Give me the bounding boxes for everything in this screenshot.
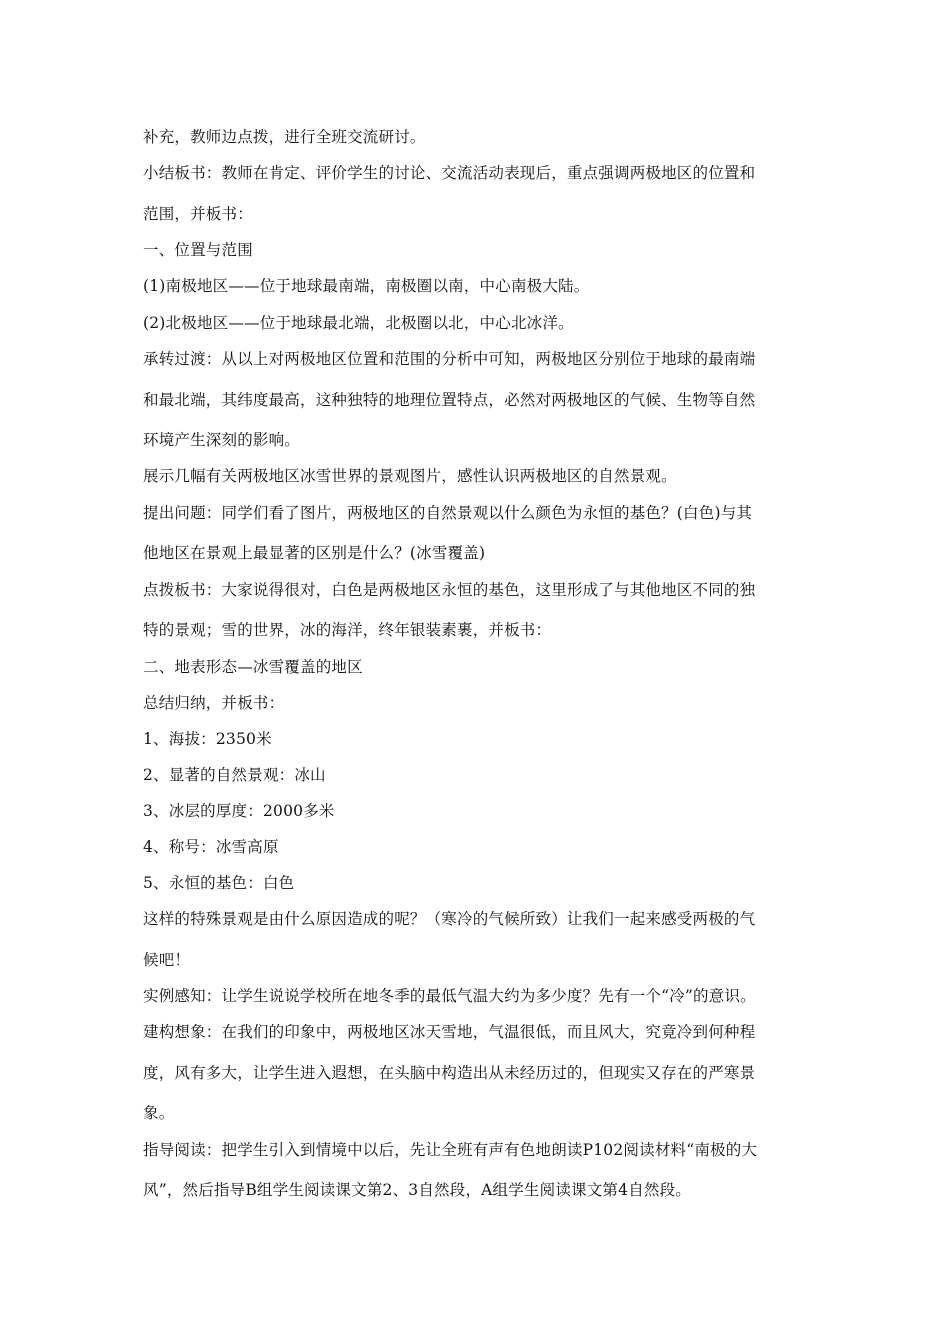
list-item: 4、称号：冰雪高原	[143, 838, 279, 856]
text-line: 承转过渡：从以上对两极地区位置和范围的分析中可知，两极地区分别位于地球的最南端	[143, 350, 756, 368]
text-line: 度，风有多大，让学生进入遐想，在头脑中构造出从未经历过的，但现实又存在的严寒景	[143, 1064, 756, 1082]
text-line: 总结归纳，并板书：	[143, 694, 285, 712]
text-line: 点拨板书：大家说得很对，白色是两极地区永恒的基色，这里形成了与其他地区不同的独	[143, 581, 756, 599]
text-line: 实例感知：让学生说说学校所在地冬季的最低气温大约为多少度？先有一个“冷”的意识。	[143, 987, 756, 1005]
text-line: 风”，然后指导B组学生阅读课文第2、3自然段，A组学生阅读课文第4自然段。	[143, 1181, 691, 1199]
text-line: 象。	[143, 1104, 175, 1122]
text-line: 和最北端，其纬度最高，这种独特的地理位置特点，必然对两极地区的气候、生物等自然	[143, 391, 756, 409]
text-line: 这样的特殊景观是由什么原因造成的呢？（寒冷的气候所致）让我们一起来感受两极的气	[143, 910, 756, 928]
text-line: (2)北极地区——位于地球最北端，北极圈以北，中心北冰洋。	[143, 314, 574, 332]
text-line: 范围，并板书：	[143, 205, 253, 223]
text-line: (1)南极地区——位于地球最南端，南极圈以南，中心南极大陆。	[143, 277, 590, 295]
text-line: 候吧！	[143, 951, 191, 969]
section-heading: 一、位置与范围	[143, 241, 253, 259]
text-line: 环境产生深刻的影响。	[143, 431, 301, 449]
text-line: 他地区在景观上最显著的区别是什么？(冰雪覆盖)	[143, 544, 486, 562]
text-line: 指导阅读：把学生引入到情境中以后，先让全班有声有色地朗读P102阅读材料“南极的大	[143, 1141, 758, 1159]
list-item: 2、显著的自然景观：冰山	[143, 766, 326, 784]
list-item: 3、冰层的厚度：2000多米	[143, 802, 335, 820]
text-line: 展示几幅有关两极地区冰雪世界的景观图片，感性认识两极地区的自然景观。	[143, 467, 677, 485]
list-item: 1、海拔：2350米	[143, 730, 272, 748]
text-line: 特的景观；雪的世界，冰的海洋，终年银装素裹，并板书：	[143, 621, 552, 639]
list-item: 5、永恒的基色：白色	[143, 874, 295, 892]
section-heading: 二、地表形态—冰雪覆盖的地区	[143, 658, 363, 676]
text-line: 建构想象：在我们的印象中，两极地区冰天雪地，气温很低，而且风大，究竟冷到何种程	[143, 1023, 756, 1041]
text-line: 补充，教师边点拨，进行全班交流研讨。	[143, 128, 426, 146]
text-line: 小结板书：教师在肯定、评价学生的讨论、交流活动表现后，重点强调两极地区的位置和	[143, 164, 756, 182]
text-line: 提出问题：同学们看了图片，两极地区的自然景观以什么颜色为永恒的基色？(白色)与其	[143, 504, 753, 522]
